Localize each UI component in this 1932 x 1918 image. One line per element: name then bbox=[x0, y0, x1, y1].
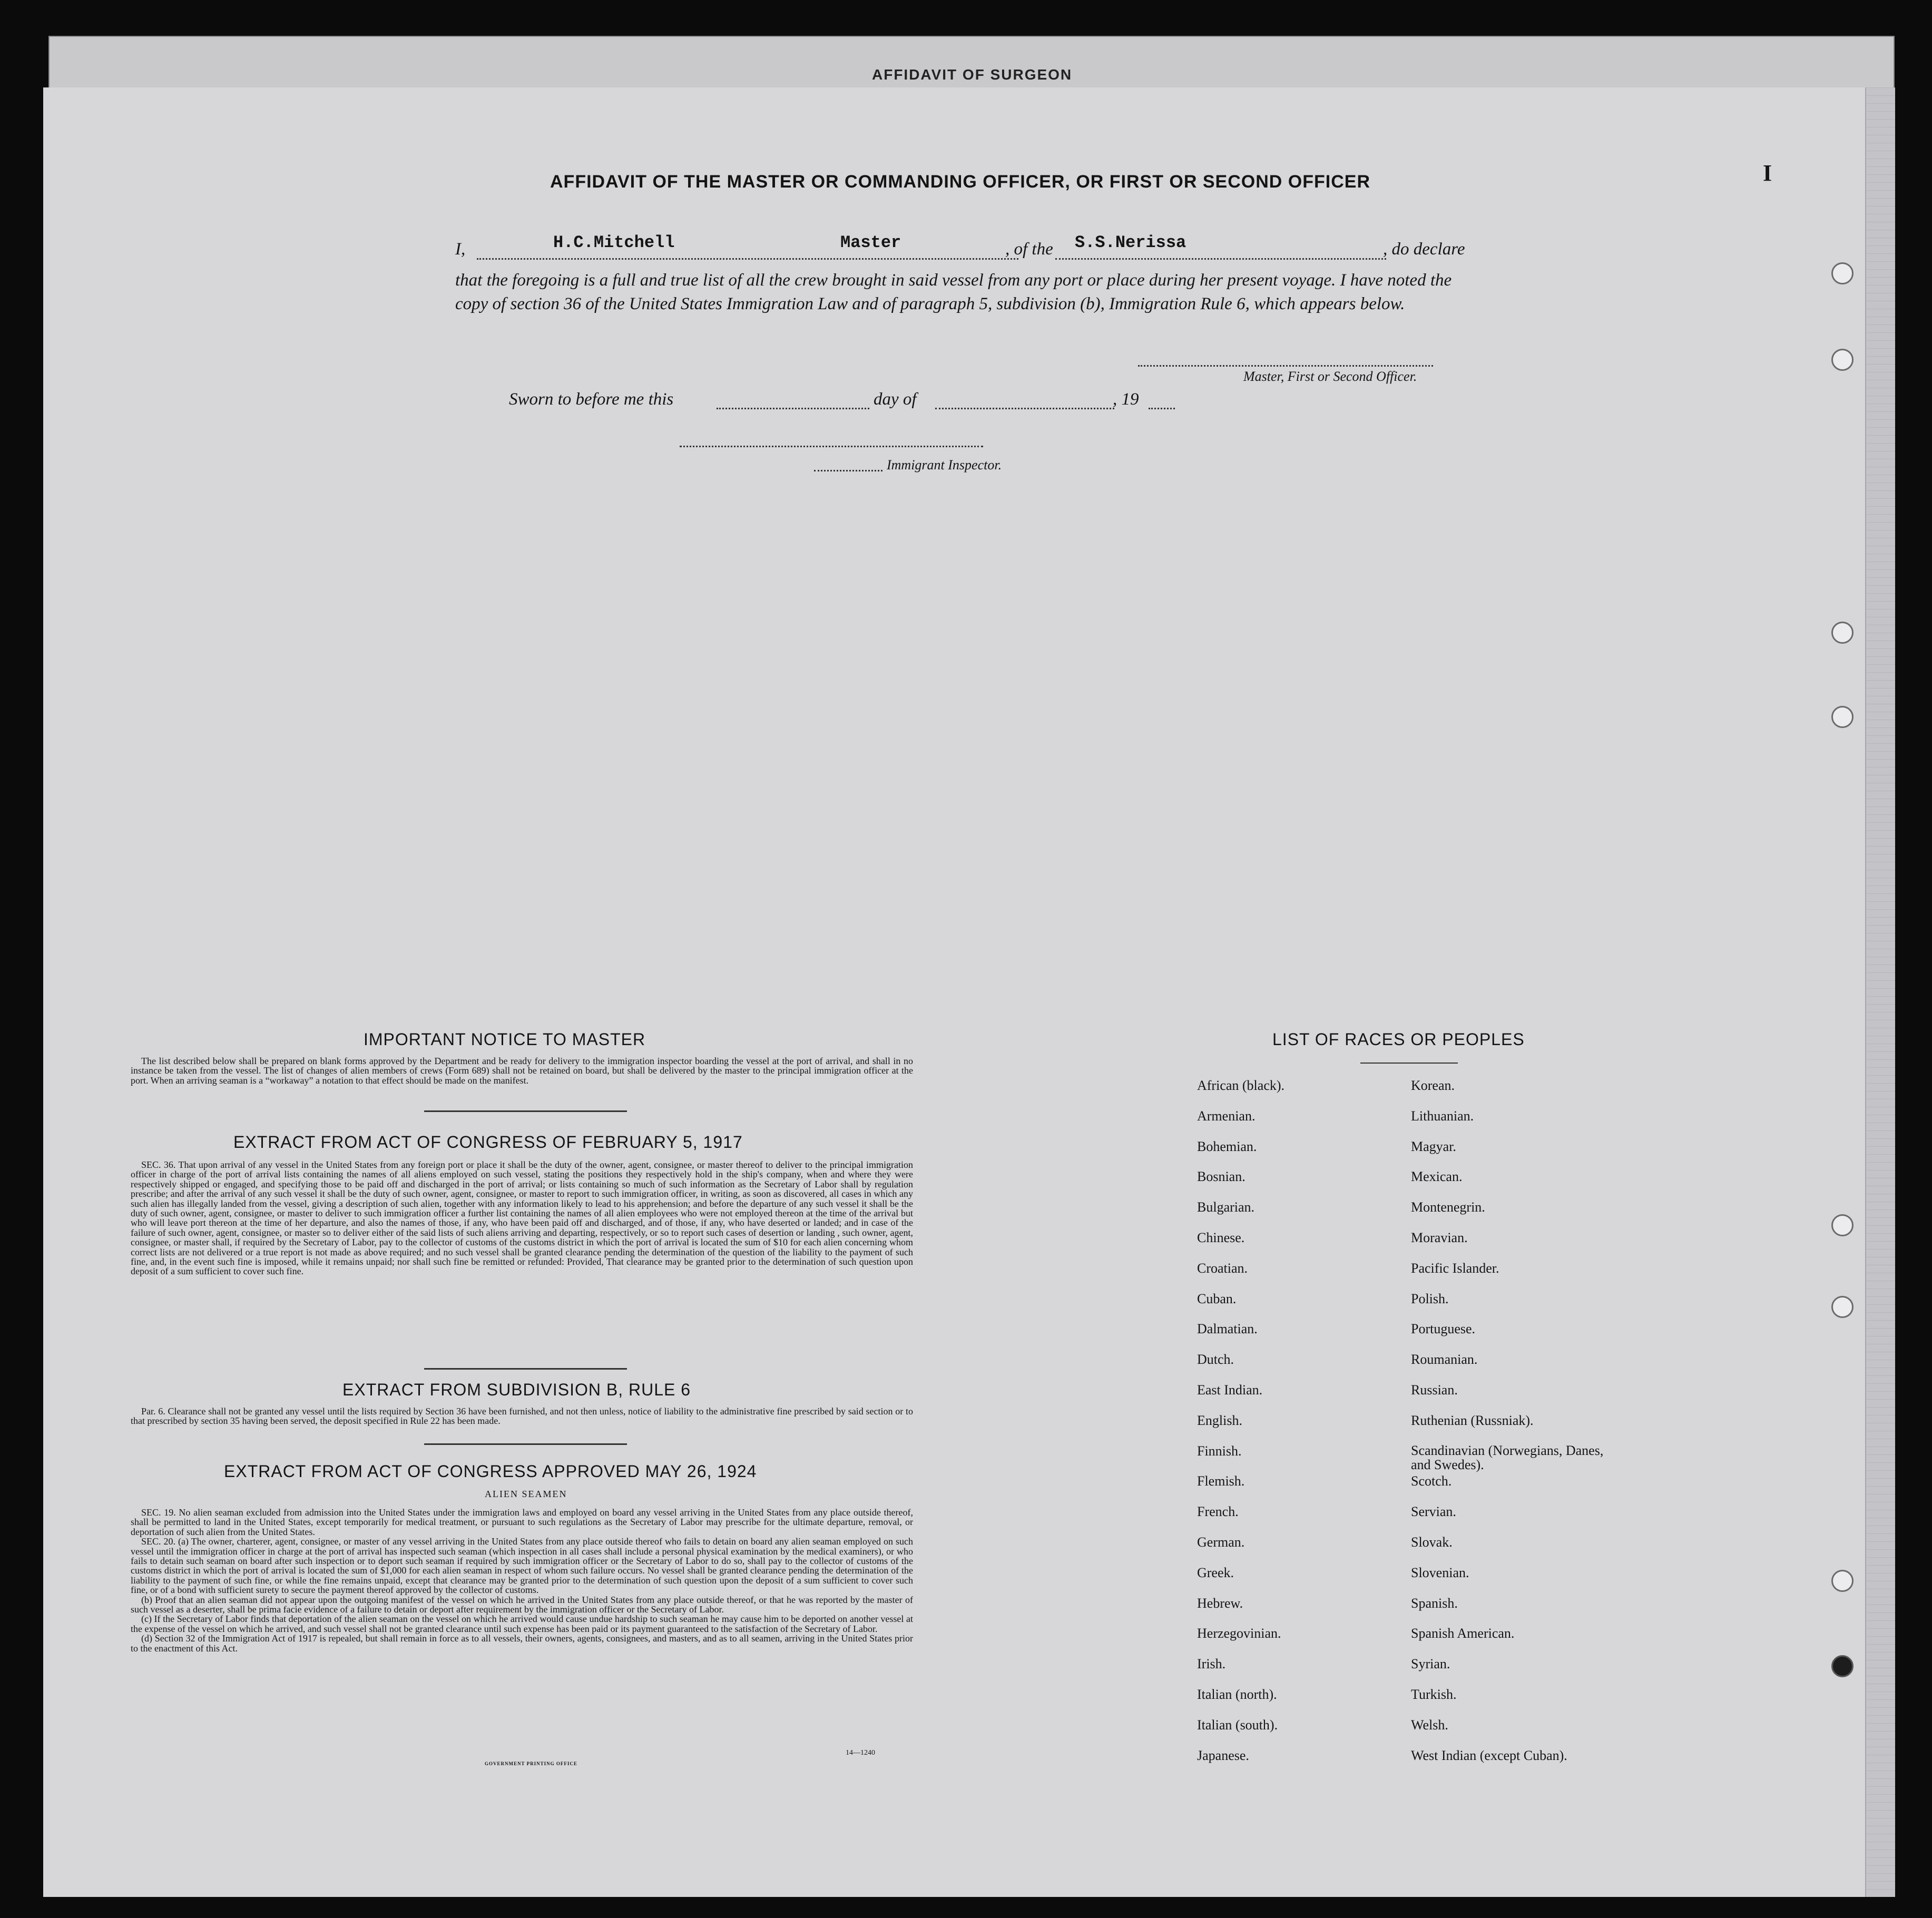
race-item: Flemish. bbox=[1197, 1473, 1245, 1489]
race-item: Lithuanian. bbox=[1411, 1108, 1474, 1124]
affidavit-body: that the foregoing is a full and true list of all the crew brought in said vessel from any port or place during her present voyage. I have noted the copy of section 36 of the United States Immigration Law and of paragraph 5, subdivision (b), Immigration Rule 6, which appears below. bbox=[455, 271, 1452, 313]
divider bbox=[1360, 1063, 1458, 1064]
race-item: Mexican. bbox=[1411, 1169, 1463, 1185]
inspector-short-line bbox=[814, 470, 882, 471]
extract-rule6-text bbox=[131, 1406, 913, 1426]
race-item: Syrian. bbox=[1411, 1656, 1450, 1672]
race-item: Russian. bbox=[1411, 1382, 1458, 1398]
race-item: Spanish. bbox=[1411, 1595, 1458, 1611]
notice-title: IMPORTANT NOTICE TO MASTER bbox=[364, 1030, 646, 1049]
race-item: Cuban. bbox=[1197, 1291, 1237, 1306]
race-item: Welsh. bbox=[1411, 1717, 1448, 1733]
punch-hole-icon bbox=[1831, 349, 1853, 371]
race-item: Slovenian. bbox=[1411, 1565, 1469, 1580]
race-item: Portuguese. bbox=[1411, 1321, 1476, 1337]
race-item: Bosnian. bbox=[1197, 1169, 1245, 1185]
race-item: Magyar. bbox=[1411, 1138, 1456, 1154]
sworn-month-line bbox=[935, 408, 1114, 409]
signature-line bbox=[1138, 365, 1433, 367]
races-title: LIST OF RACES OR PEOPLES bbox=[1272, 1030, 1525, 1049]
vessel-name: S.S.Nerissa bbox=[1075, 233, 1186, 252]
race-item: West Indian (except Cuban). bbox=[1411, 1747, 1567, 1763]
sec-20c-paragraph: (c) If the Secretary of Labor finds that deportation of the alien seaman on the vessel on which he arrived would cause undue hardship to such seaman he may cause him to be deported on another vessel at the expense of the vessel on which he arrived, and such vessel shall not be granted clearance until such expense has been paid or its payment guaranteed to the satisfaction of the Secretary of Labor. bbox=[131, 1614, 913, 1634]
race-item: Japanese. bbox=[1197, 1747, 1249, 1763]
extract-1917-text bbox=[131, 1160, 913, 1276]
race-item: Scandinavian (Norwegians, Danes, and Swedes). bbox=[1411, 1442, 1604, 1472]
master-name: H.C.Mitchell bbox=[553, 233, 675, 252]
race-item: Montenegrin. bbox=[1411, 1199, 1485, 1215]
of-the-label: , of the bbox=[1005, 240, 1053, 259]
race-item: Finnish. bbox=[1197, 1443, 1242, 1459]
sworn-day-line bbox=[717, 408, 869, 409]
race-item: Hebrew. bbox=[1197, 1595, 1243, 1611]
extract-1924-subtitle: ALIEN SEAMEN bbox=[485, 1489, 567, 1499]
extract-1917-title: EXTRACT FROM ACT OF CONGRESS OF FEBRUARY 5, 1917 bbox=[233, 1133, 743, 1152]
do-declare-label: , do declare bbox=[1383, 240, 1465, 259]
signature-caption: Master, First or Second Officer. bbox=[1243, 369, 1417, 384]
extract-1924-title: EXTRACT FROM ACT OF CONGRESS APPROVED MAY 26, 1924 bbox=[224, 1462, 757, 1481]
race-item: Chinese. bbox=[1197, 1230, 1245, 1245]
punch-hole-icon bbox=[1831, 1296, 1853, 1318]
punch-hole-icon bbox=[1831, 706, 1853, 728]
race-item: Herzegovinian. bbox=[1197, 1626, 1281, 1641]
punch-hole-icon bbox=[1831, 1655, 1853, 1677]
race-item: Pacific Islander. bbox=[1411, 1260, 1499, 1276]
vessel-line bbox=[1055, 258, 1386, 260]
sworn-year-line bbox=[1149, 408, 1175, 409]
i-label: I, bbox=[455, 240, 466, 259]
extract-rule6-title: EXTRACT FROM SUBDIVISION B, RULE 6 bbox=[342, 1380, 691, 1399]
punch-hole-icon bbox=[1831, 1214, 1853, 1236]
race-item: African (black). bbox=[1197, 1078, 1285, 1093]
sec-20a-paragraph: SEC. 20. (a) The owner, charterer, agent, consignee, or master of any vessel arriving in the United States from any place outside thereof who fails to detain on board any alien seaman employed on such vessel until the immigration officer in charge at the port of arrival has inspected such seaman (which inspection in all cases shall include a personal physical examination by the medical examiners), or who fails to detain such seaman on board after such inspection or to deport such seaman if required by such immigration officer or the Secretary of Labor to do so, shall pay to the collector of customs of the customs district in which the port of arrival is located the sum of $1,000 for each alien seaman in respect of whom such failure occurs. No vessel shall be granted clearance pending the determination of the liability to the payment of such fine, or while the fine remains unpaid, except that clearance may be granted prior to the determination of such question upon the deposit of a sum sufficient to cover such fine, or of a bond with sufficient surety to secure the payment thereof approved by the collector of customs. bbox=[131, 1536, 913, 1596]
race-item: Scotch. bbox=[1411, 1473, 1452, 1489]
divider bbox=[424, 1110, 627, 1112]
race-item: Polish. bbox=[1411, 1291, 1449, 1306]
divider bbox=[424, 1443, 627, 1445]
notice-paragraph: The list described below shall be prepared on blank forms approved by the Department and be ready for delivery to the immigration inspector boarding the vessel at the port of arrival, and shall in no instance be taken from the vessel. The list of changes of alien members of crews (Form 689) shall not be retained on board, but shall be delivered by the master to the principal immigration officer at the port. When an arriving seaman is a “workaway” a notation to that effect should be made on the manifest. bbox=[131, 1056, 913, 1086]
inspector-caption: Immigrant Inspector. bbox=[887, 457, 1002, 473]
extract-1924-text bbox=[131, 1508, 913, 1653]
race-item: Dalmatian. bbox=[1197, 1321, 1258, 1337]
race-item: Roumanian. bbox=[1411, 1352, 1478, 1368]
page-mark: I bbox=[1763, 160, 1772, 186]
race-item: Turkish. bbox=[1411, 1686, 1457, 1702]
printer-imprint: GOVERNMENT PRINTING OFFICE bbox=[485, 1761, 577, 1766]
race-item: Italian (south). bbox=[1197, 1717, 1278, 1733]
race-item: Irish. bbox=[1197, 1656, 1226, 1672]
race-item: Italian (north). bbox=[1197, 1686, 1277, 1702]
sec-19-paragraph: SEC. 19. No alien seaman excluded from admission into the United States under the immigration laws and employed on board any vessel arriving in the United States from any place outside thereof, shall be permitted to land in the United States, except temporarily for medical treatment, or pursuant to such regulations as the Secretary of Labor may prescribe for the ultimate departure, removal, or deportation of such alien from the United States. bbox=[131, 1507, 913, 1537]
race-item: Spanish American. bbox=[1411, 1626, 1515, 1641]
sec-20d-paragraph: (d) Section 32 of the Immigration Act of 1917 is repealed, but shall remain in force as to all vessels, their owners, agents, consignees, and masters, and as to all seamen, arriving in the United States prior to the enactment of this Act. bbox=[131, 1633, 913, 1654]
cutoff-header: AFFIDAVIT OF SURGEON bbox=[872, 66, 1073, 83]
race-item: Greek. bbox=[1197, 1565, 1234, 1580]
extract-1917-paragraph: SEC. 36. That upon arrival of any vessel in the United States from any foreign port or place it shall be the duty of the owner, agent, consignee, or master thereof to deliver to the principal immigration officer in charge of the port of arrival lists containing the names of all aliens employed on such vessel, stating the positions they respectively hold in the ship's company, when and where they were respectively shipped or engaged, and specifying those to be paid off and discharged in the port of arrival; or lists containing so much of such information as the Secretary of Labor shall by regulation prescribe; and after the arrival of any such vessel it shall be the duty of such owner, agent, consignee, or master to report to such immigration officer, in writing, as soon as discovered, all cases in which any such alien has illegally landed from the vessel, giving a description of such alien, together with any information likely to lead to his apprehension; and before the departure of any such vessel it shall be the duty of such owner, agent, consignee, or master to deliver to such immigration officer a further list containing the names of all alien employees who were not employed thereon at the time of the arrival but who will leave port thereon at the time of her departure, and also the names of those, if any, who have been paid off and discharged, and of those, if any, who have deserted or landed; and in case of the failure of such owner, agent, consignee, or master so to deliver either of the said lists of such aliens arriving and departing, respectively, or so to report such cases of desertion or landing , such owner, agent, consignee, or master shall, if required by the Secretary of Labor, pay to the collector of customs of the customs district in which the port of arrival is located the sum of $10 for each alien concerning whom correct lists are not delivered or a true report is not made as above required; and no such vessel shall be granted clearance pending the determination of the question of the liability to the payment of such fine, and, in the event such fine is imposed, while it remains unpaid; nor shall such fine be remitted or refunded: Provided, That clearance may be granted prior to the determination of such question upon deposit of a sum sufficient to cover such fine. bbox=[131, 1159, 913, 1277]
race-item: Moravian. bbox=[1411, 1230, 1468, 1245]
races-right-column bbox=[1411, 1078, 1622, 1778]
sworn-prefix: Sworn to before me this bbox=[509, 390, 674, 409]
master-rank: Master bbox=[840, 233, 901, 252]
race-item: Ruthenian (Russniak). bbox=[1411, 1412, 1534, 1428]
inspector-signature-line bbox=[680, 446, 983, 447]
sec-20b-paragraph: (b) Proof that an alien seaman did not appear upon the outgoing manifest of the vessel on which he arrived in the United States from any place outside thereof, or that he was reported by the master of such vessel as a deserter, shall be prima facie evidence of a failure to detain or deport after requirement by the immigration officer or the Secretary of Labor. bbox=[131, 1594, 913, 1615]
races-left-column bbox=[1197, 1078, 1397, 1778]
extract-rule6-paragraph: Par. 6. Clearance shall not be granted any vessel until the lists required by Section 36 have been furnished, and not then unless, notice of liability to the administrative fine prescribed by said section or to that prescribed by section 35 having been served, the deposit specified in Rule 22 has been made. bbox=[131, 1406, 913, 1427]
race-item: Servian. bbox=[1411, 1504, 1456, 1520]
race-item: German. bbox=[1197, 1534, 1245, 1550]
sworn-day-label: day of bbox=[874, 390, 917, 409]
race-item: Dutch. bbox=[1197, 1352, 1234, 1368]
divider bbox=[424, 1368, 627, 1370]
notice-text bbox=[131, 1056, 913, 1085]
race-item: French. bbox=[1197, 1504, 1239, 1520]
race-item: English. bbox=[1197, 1412, 1242, 1428]
sworn-year-label: , 19 bbox=[1113, 390, 1139, 409]
race-item: Bulgarian. bbox=[1197, 1199, 1255, 1215]
ledger-grid-edge bbox=[1865, 87, 1895, 1897]
punch-hole-icon bbox=[1831, 622, 1853, 644]
punch-hole-icon bbox=[1831, 1570, 1853, 1592]
race-item: Armenian. bbox=[1197, 1108, 1256, 1124]
race-item: Croatian. bbox=[1197, 1260, 1248, 1276]
name-line bbox=[477, 258, 1018, 260]
race-item: Korean. bbox=[1411, 1078, 1455, 1093]
race-item: East Indian. bbox=[1197, 1382, 1263, 1398]
race-item: Slovak. bbox=[1411, 1534, 1453, 1550]
race-item: Bohemian. bbox=[1197, 1138, 1257, 1154]
punch-hole-icon bbox=[1831, 262, 1853, 284]
form-number: 14—1240 bbox=[846, 1749, 875, 1757]
affidavit-title: AFFIDAVIT OF THE MASTER OR COMMANDING OFFICER, OR FIRST OR SECOND OFFICER bbox=[550, 172, 1370, 192]
